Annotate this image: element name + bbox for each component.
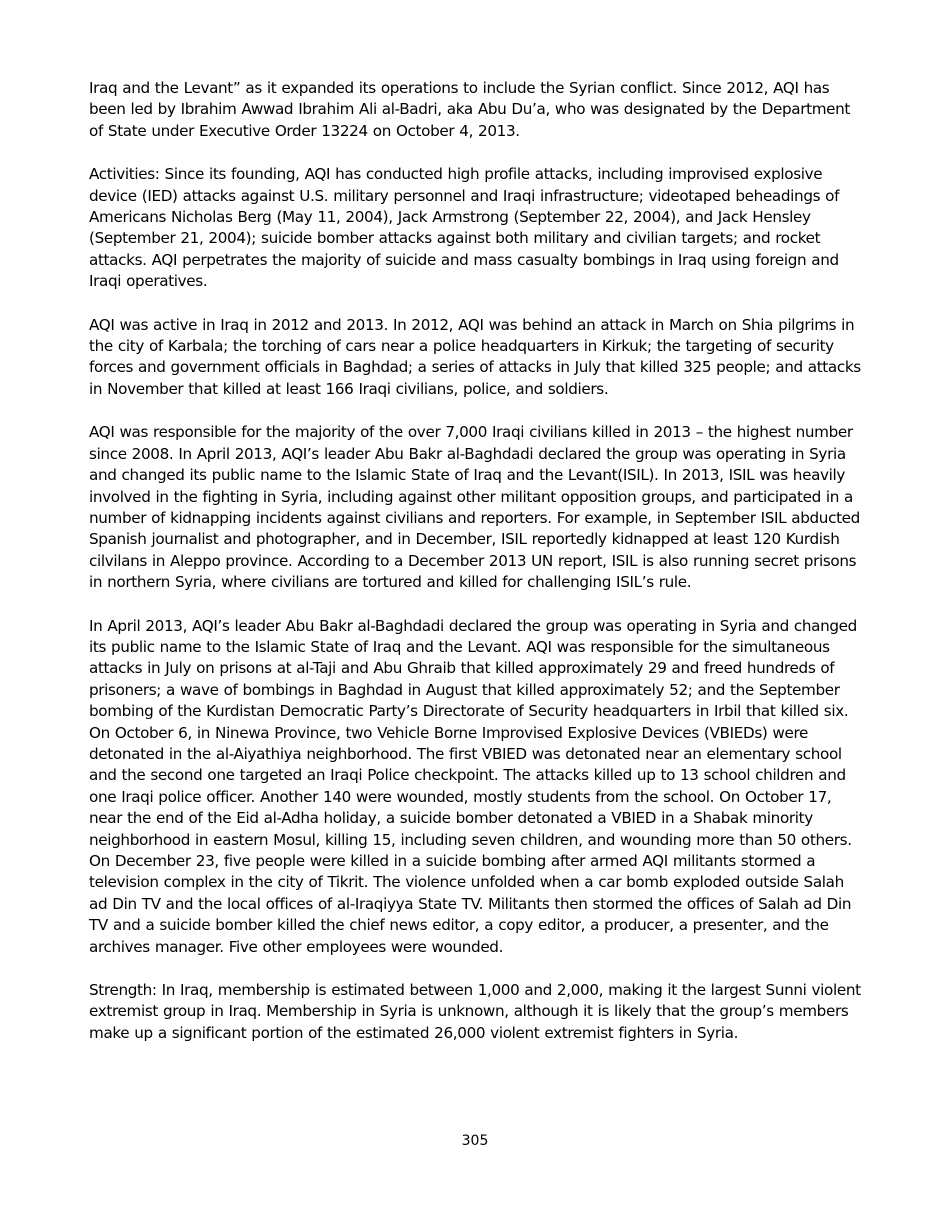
paragraph-text: AQI was active in Iraq in 2012 and 2013. In 2012, AQI was behind an attack in March on Shia pilgrims in the city of Karbala; the torching of cars near a police headquarters in Kirkuk; the targeting of security forces and government officials in Baghdad; a series of attacks in July that killed 325 people; and attacks in November that killed at least 166 Iraqi civilians, police, and soldiers. — [89, 315, 861, 398]
paragraph-text: AQI was responsible for the majority of the over 7,000 Iraqi civilians killed in 2013 – the highest number since 2008. In April 2013, AQI’s leader Abu Bakr al-Baghdadi declared the group was operating in Syria and changed its public name to the Islamic State of Iraq and the Levant(ISIL). In 2013, ISIL was heavily involved in the fighting in Syria, including against other militant opposition groups, and participated in a number of kidnapping incidents against civilians and reporters. For example, in September ISIL abducted Spanish journalist and photographer, and in December, ISIL reportedly kidnapped at least 120 Kurdish cilvilans in Aleppo province. According to a December 2013 UN report, ISIL is also running secret prisons in northern Syria, where civilians are tortured and killed for challenging ISIL’s rule. — [89, 423, 860, 592]
paragraph-text: In Iraq, membership is estimated between 1,000 and 2,000, making it the largest Sunni violent extremist group in Iraq. Membership in Syria is unknown, although it is likely that the group’s members make up a significant portion of the estimated 26,000 violent extremist fighters in Syria. — [89, 981, 861, 1042]
section-label-strength: Strength: — [89, 981, 157, 1000]
document-body — [89, 78, 865, 1066]
paragraph-2013-attacks — [89, 616, 865, 959]
paragraph-activities — [89, 164, 865, 292]
paragraph-isil-name-change — [89, 78, 865, 142]
paragraph-2013-casualties — [89, 422, 865, 593]
paragraph-strength — [89, 980, 865, 1044]
paragraph-text: In April 2013, AQI’s leader Abu Bakr al-Baghdadi declared the group was operating in Syria and changed its public name to the Islamic State of Iraq and the Levant. AQI was responsible for the simultaneous attacks in July on prisons at al-Taji and Abu Ghraib that killed approximately 29 and freed hundreds of prisoners; a wave of bombings in Baghdad in August that killed approximately 52; and the September bombing of the Kurdistan Democratic Party’s Directorate of Security headquarters in Irbil that killed six. On October 6, in Ninewa Province, two Vehicle Borne Improvised Explosive Devices (VBIEDs) were detonated in the al-Aiyathiya neighborhood. The first VBIED was detonated near an elementary school and the second one targeted an Iraqi Police checkpoint. The attacks killed up to 13 school children and one Iraqi police officer. Another 140 were wounded, mostly students from the school. On October 17, near the end of the Eid al-Adha holiday, a suicide bomber detonated a VBIED in a Shabak minority neighborhood in eastern Mosul, killing 15, including seven children, and wounding more than 50 others. On December 23, five people were killed in a suicide bombing after armed AQI militants stormed a television complex in the city of Tikrit. The violence unfolded when a car bomb exploded outside Salah ad Din TV and the local offices of al-Iraqiyya State TV. Militants then stormed the offices of Salah ad Din TV and a suicide bomber killed the chief news editor, a copy editor, a producer, a presenter, and the archives manager. Five other employees were wounded. — [89, 616, 857, 956]
page-number: 305 — [461, 1133, 489, 1149]
paragraph-text: Since its founding, AQI has conducted high profile attacks, including improvised explosive device (IED) attacks against U.S. military personnel and Iraqi infrastructure; videotaped beheadings of Americans Nicholas Berg (May 11, 2004), Jack Armstrong (September 22, 2004), and Jack Hensley (September 21, 2004); suicide bomber attacks against both military and civilian targets; and rocket attacks. AQI perpetrates the majority of suicide and mass casualty bombings in Iraq using foreign and Iraqi operatives. — [89, 165, 840, 291]
paragraph-2012-2013-activity — [89, 315, 865, 401]
section-label-activities: Activities: — [89, 165, 160, 184]
paragraph-text: Iraq and the Levant” as it expanded its operations to include the Syrian conflict. Since 2012, AQI has been led by Ibrahim Awwad Ibrahim Ali al-Badri, aka Abu Du’a, who was designated by the Department of State under Executive Order 13224 on October 4, 2013. — [89, 79, 851, 140]
